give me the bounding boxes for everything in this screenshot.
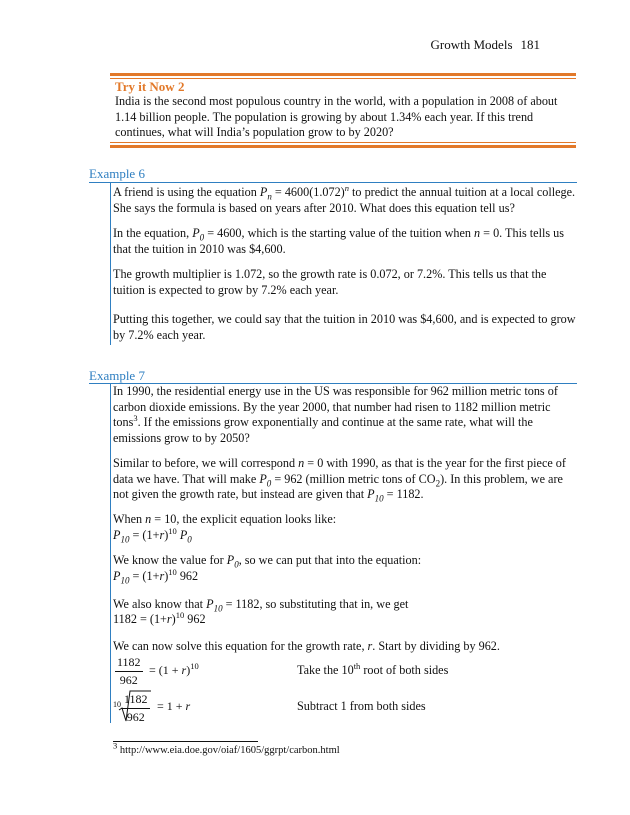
page-number: 181 [520,37,540,52]
step2-denominator: 962 [126,710,145,724]
step2-rhs: = 1 + r [157,699,191,713]
example-7-paragraph-6: We can now solve this equation for the growth rate, r. Start by dividing by 962. [113,639,500,653]
footnote [113,740,340,756]
footnote-rule [113,741,258,742]
try-it-now-title: Try it Now 2 [115,79,185,94]
example-6-paragraph-3: The growth multiplier is 1.072, so the growth rate is 0.072, or 7.2%. This tells us that the tuition is expected to grow by 7.2% each year. [113,267,547,297]
example-6-paragraph-4: Putting this together, we could say that the tuition in 2010 was $4,600, and is expected to grow by 7.2% each year. [113,312,576,342]
fraction-bar [115,671,143,672]
example-6-rule [89,182,577,183]
step2-fraction [122,692,150,725]
example-7-side-rule [110,383,111,723]
example-6-paragraph-2: In the equation, $P_0 = 4600$, which is the starting value of the tuition when n = 0. This tells us that the tuition in 2010 was $4,600. [113,226,564,256]
equation-substituted-p10: $1182 = (1+r)^{10}$ 962 [113,609,206,626]
step1-fraction [115,655,143,688]
step2-note: Subtract 1 from both sides [297,699,426,713]
try-it-now-bottom-rule [110,145,576,148]
example-7-paragraph-4: We know the value for $P_0$, so we can put that into the equation: [113,553,422,570]
example-7-paragraph-5: We also know that $P_{10} = 1182$, so substituting that in, we get [113,597,409,614]
equation-substituted-p0: $P_{10} = (1+r)^{10}$ 962 [113,566,199,586]
example-6-side-rule [110,182,111,345]
page-header [423,37,540,53]
fraction-bar [122,708,150,709]
try-it-now-bottom-rule-thin [110,142,576,143]
footnote-marker: 3 [113,740,118,751]
try-it-now-body: India is the second most populous country in the world, with a population in 2008 of about 1.14 billion people. The population is growing by about 1.34% each year. If this trend continues, what will India’s population grow to by 2020? [115,94,558,139]
step1-numerator: 1182 [117,655,141,669]
example-7-paragraph-2: Similar to before, we will correspond n = 0 with 1990, as that is the year for the first piece of data we have. That will make $P_0 = 962$ (million metric tons of $CO_2$). In this problem, we are not given the growth rate, but instead are given that $P_{10} = 1182$. [113,456,566,504]
step1-note: Take the 10th root of both sides [297,660,449,677]
equation-explicit: $P_{10} = (1+r)^{10}$ $P_0$ [113,525,192,545]
step2-root-index: 10 [113,700,121,709]
example-6-title: Example 6 [89,166,145,181]
try-it-now-top-rule [110,73,576,76]
example-7-paragraph-3: When n = 10, the explicit equation looks like: [113,512,337,526]
step1-rhs: = $(1 + r)^{10}$ [149,661,199,677]
example-7-paragraph-1: In 1990, the residential energy use in the US was responsible for 962 million metric tons of carbon dioxide emissions. By the year 2000, that number had risen to 1182 million metric tons$^3$. If the emissions grow exponentially and continue at the same rate, what will the emissions grow to by 2050? [113,384,558,445]
footnote-url[interactable]: http://www.eia.doe.gov/oiaf/1605/ggrpt/carbon.html [117,745,340,756]
step1-denominator: 962 [119,673,138,687]
example-6-paragraph-1: A friend is using the equation $P_n = 4600(1.072)^n$ to predict the annual tuition at a local college. She says the formula is based on years after 2010. What does this equation tell us? [113,182,576,215]
running-title: Growth Models [430,37,513,52]
example-7-title: Example 7 [89,368,145,383]
step2-numerator: 1182 [124,692,148,706]
